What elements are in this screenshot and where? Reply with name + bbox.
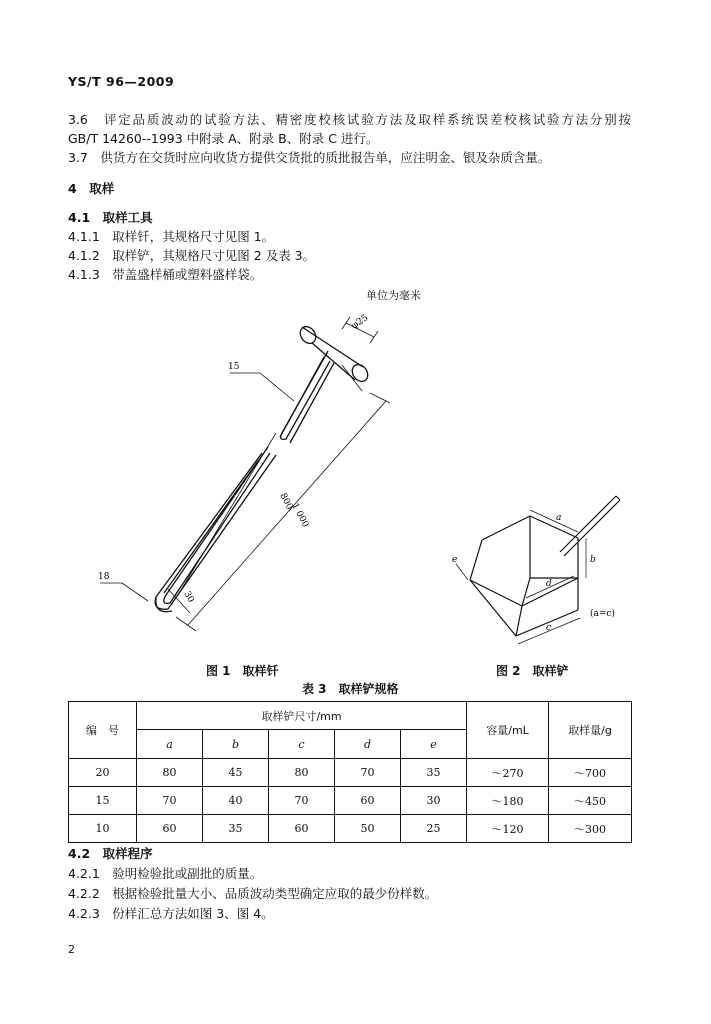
cell-d: 50 — [335, 815, 401, 843]
figure-1-sampling-spear — [80, 305, 410, 650]
cell-c: 70 — [269, 787, 335, 815]
cell-c: 80 — [269, 759, 335, 787]
dim-800: 800 — [277, 491, 295, 512]
dim-25: φ25 — [349, 313, 371, 332]
dim-1000: 1 000 — [289, 501, 311, 530]
cell-b: 45 — [203, 759, 269, 787]
dim-15: 15 — [228, 362, 240, 372]
section-4-1-heading: 4.1 取样工具 — [68, 210, 153, 225]
paragraph-4-2-1: 4.2.1 验明检验批或副批的质量。 — [68, 866, 263, 881]
header-amount: 取样量/g — [549, 702, 632, 759]
figure-1-caption: 图 1 取样钎 — [206, 664, 279, 678]
cell-a: 70 — [137, 787, 203, 815]
dim-30: 30 — [181, 589, 196, 605]
cell-no: 20 — [69, 759, 137, 787]
header-col-e: e — [401, 730, 467, 759]
cell-a: 60 — [137, 815, 203, 843]
cell-b: 40 — [203, 787, 269, 815]
cell-capacity: ～270 — [467, 759, 549, 787]
header-capacity: 容量/mL — [467, 702, 549, 759]
section-4-heading: 4 取样 — [68, 181, 115, 196]
paragraph-4-1-1: 4.1.1 取样钎，其规格尺寸见图 1。 — [68, 229, 275, 244]
header-number: 编 号 — [69, 702, 137, 759]
paragraph-4-1-3: 4.1.3 带盖盛样桶或塑料盛样袋。 — [68, 267, 263, 282]
label-note: (a=c) — [590, 609, 615, 619]
cell-no: 10 — [69, 815, 137, 843]
cell-e: 30 — [401, 787, 467, 815]
cell-no: 15 — [69, 787, 137, 815]
figure-2-caption: 图 2 取样铲 — [496, 664, 569, 678]
cell-amount: ～300 — [549, 815, 632, 843]
label-b: b — [590, 555, 596, 565]
header-col-a: a — [137, 730, 203, 759]
paragraph-3-6-line1: 3.6 评定品质波动的试验方法、精密度校核试验方法及取样系统误差校核试验方法分别按 — [68, 112, 631, 127]
cell-capacity: ～180 — [467, 787, 549, 815]
cell-e: 35 — [401, 759, 467, 787]
table-row — [69, 787, 632, 815]
header-col-b: b — [203, 730, 269, 759]
table-row — [69, 759, 632, 787]
table-row — [69, 815, 632, 843]
cell-capacity: ～120 — [467, 815, 549, 843]
cell-b: 35 — [203, 815, 269, 843]
header-col-c: c — [269, 730, 335, 759]
page-number: 2 — [68, 943, 75, 956]
cell-amount: ～450 — [549, 787, 632, 815]
paragraph-4-2-2: 4.2.2 根据检验批量大小、品质波动类型确定应取的最少份样数。 — [68, 886, 438, 901]
label-d: d — [546, 579, 552, 589]
cell-e: 25 — [401, 815, 467, 843]
standard-code: YS/T 96—2009 — [68, 74, 175, 89]
paragraph-4-2-3: 4.2.3 份样汇总方法如图 3、图 4。 — [68, 906, 274, 921]
cell-amount: ～700 — [549, 759, 632, 787]
label-c: c — [546, 623, 552, 633]
cell-a: 80 — [137, 759, 203, 787]
cell-d: 70 — [335, 759, 401, 787]
cell-c: 60 — [269, 815, 335, 843]
table-3-scoop-spec — [68, 701, 632, 843]
label-a: a — [556, 513, 562, 523]
units-note: 单位为毫米 — [366, 289, 421, 302]
paragraph-3-7: 3.7 供货方在交货时应向收货方提供交货批的质批报告单，应注明金、银及杂质含量。 — [68, 150, 551, 165]
dim-18: 18 — [98, 572, 110, 582]
header-col-d: d — [335, 730, 401, 759]
header-size-group: 取样铲尺寸/mm — [137, 702, 467, 730]
table-3-title: 表 3 取样铲规格 — [302, 682, 399, 696]
label-e: e — [452, 555, 458, 565]
paragraph-3-6-line2: GB/T 14260--1993 中附录 A、附录 B、附录 C 进行。 — [68, 131, 379, 146]
figure-2-sampling-scoop — [430, 480, 630, 655]
paragraph-4-1-2: 4.1.2 取样铲，其规格尺寸见图 2 及表 3。 — [68, 248, 316, 263]
cell-d: 60 — [335, 787, 401, 815]
section-4-2-heading: 4.2 取样程序 — [68, 846, 153, 861]
